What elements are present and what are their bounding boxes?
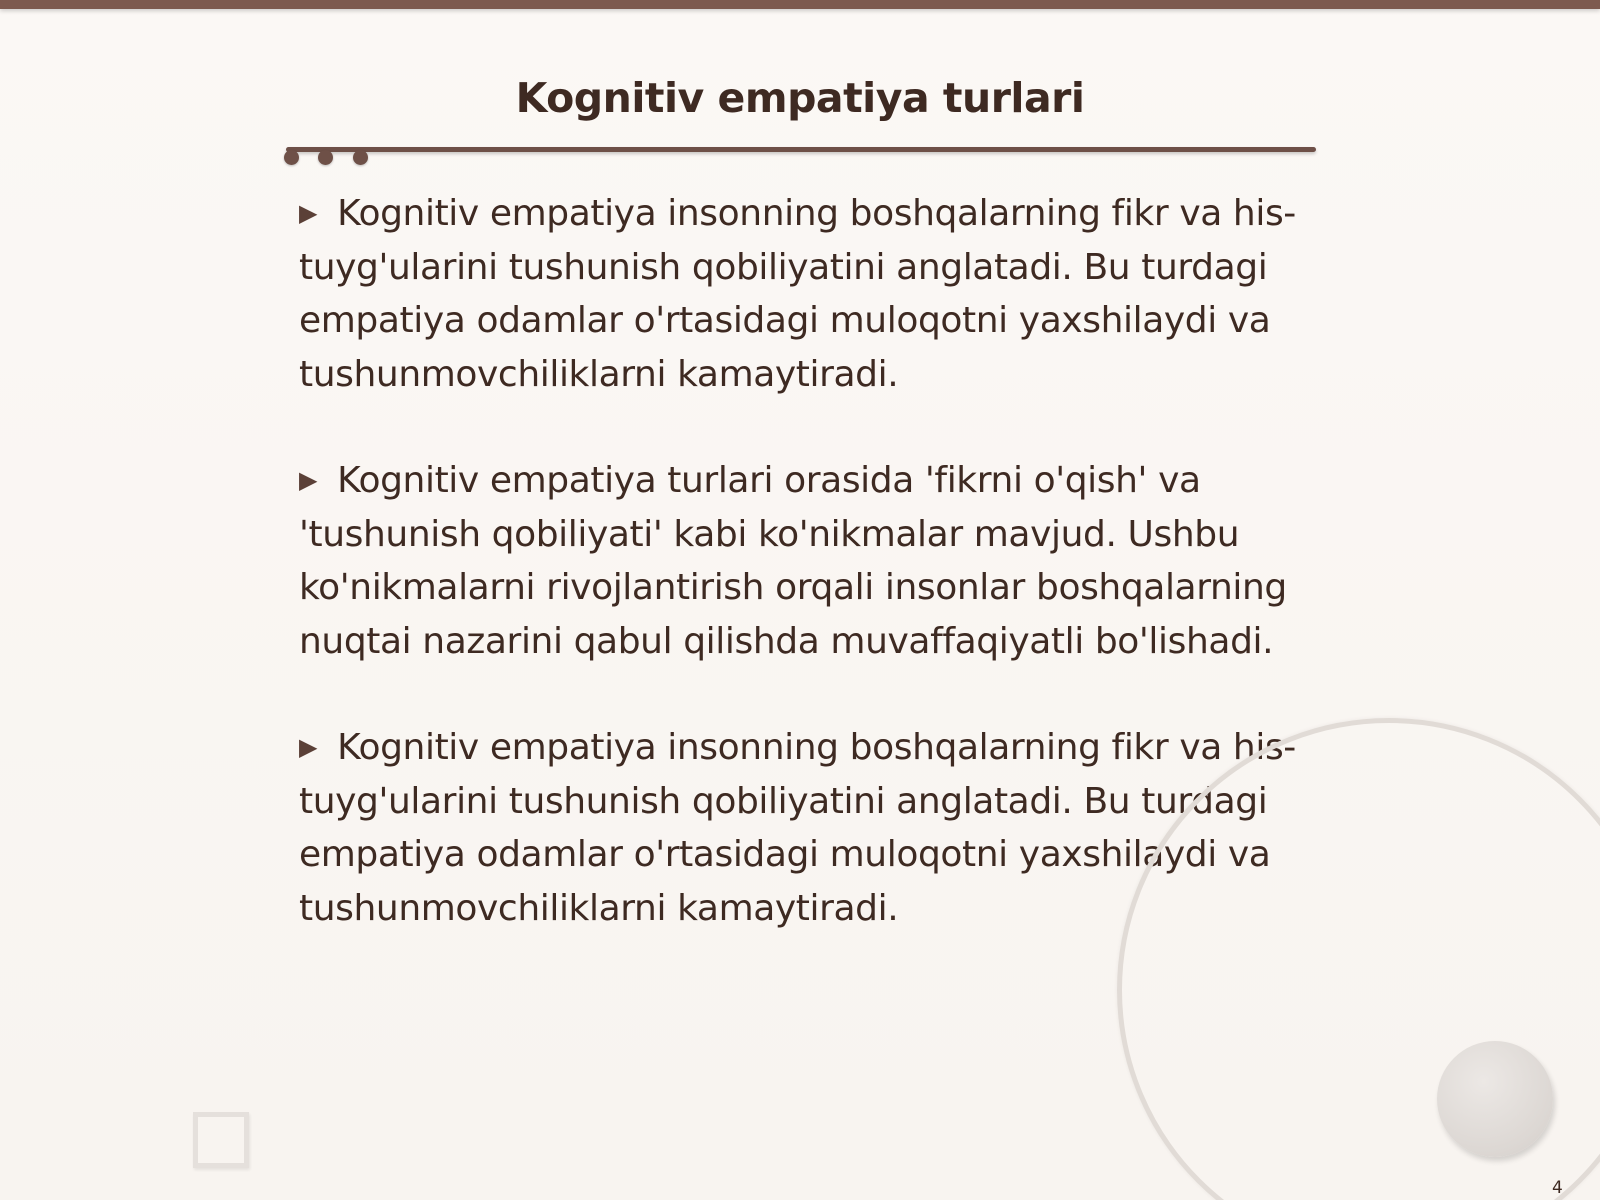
page-number: 4 <box>1552 1178 1563 1198</box>
slide-title: Kognitiv empatiya turlari <box>515 74 1085 122</box>
bullet-text: Kognitiv empatiya insonning boshqalarning fikr va his-tuyg'ularini tushunish qobiliyatini anglatadi. Bu turdagi empatiya odamlar o'rtasidagi muloqotni yaxshilaydi va tushunmovchiliklarni kamaytiradi. <box>299 727 1296 929</box>
bullet-text: Kognitiv empatiya turlari orasida 'fikrni o'qish' va 'tushunish qobiliyati' kabi ko'nikmalar mavjud. Ushbu ko'nikmalarni rivojlantirish orqali insonlar boshqalarning nuqtai nazarini qabul qilishda muvaffaqiyatli bo'lishadi. <box>299 460 1287 662</box>
bullet-text: Kognitiv empatiya insonning boshqalarning fikr va his-tuyg'ularini tushunish qobiliyatini anglatadi. Bu turdagi empatiya odamlar o'rtasidagi muloqotni yaxshilaydi va tushunmovchiliklarni kamaytiradi. <box>299 193 1296 395</box>
bullet-item <box>299 187 1299 401</box>
play-arrow-icon: ▶ <box>299 733 318 761</box>
decorative-dot <box>318 150 333 165</box>
title-underline <box>286 147 1316 152</box>
decorative-disc <box>1437 1041 1553 1157</box>
play-arrow-icon: ▶ <box>299 466 318 494</box>
decorative-square <box>193 1112 249 1168</box>
decorative-dot <box>284 150 299 165</box>
top-accent-bar <box>0 0 1600 9</box>
bullet-item <box>299 454 1299 668</box>
play-arrow-icon: ▶ <box>299 199 318 227</box>
decorative-dot <box>353 150 368 165</box>
